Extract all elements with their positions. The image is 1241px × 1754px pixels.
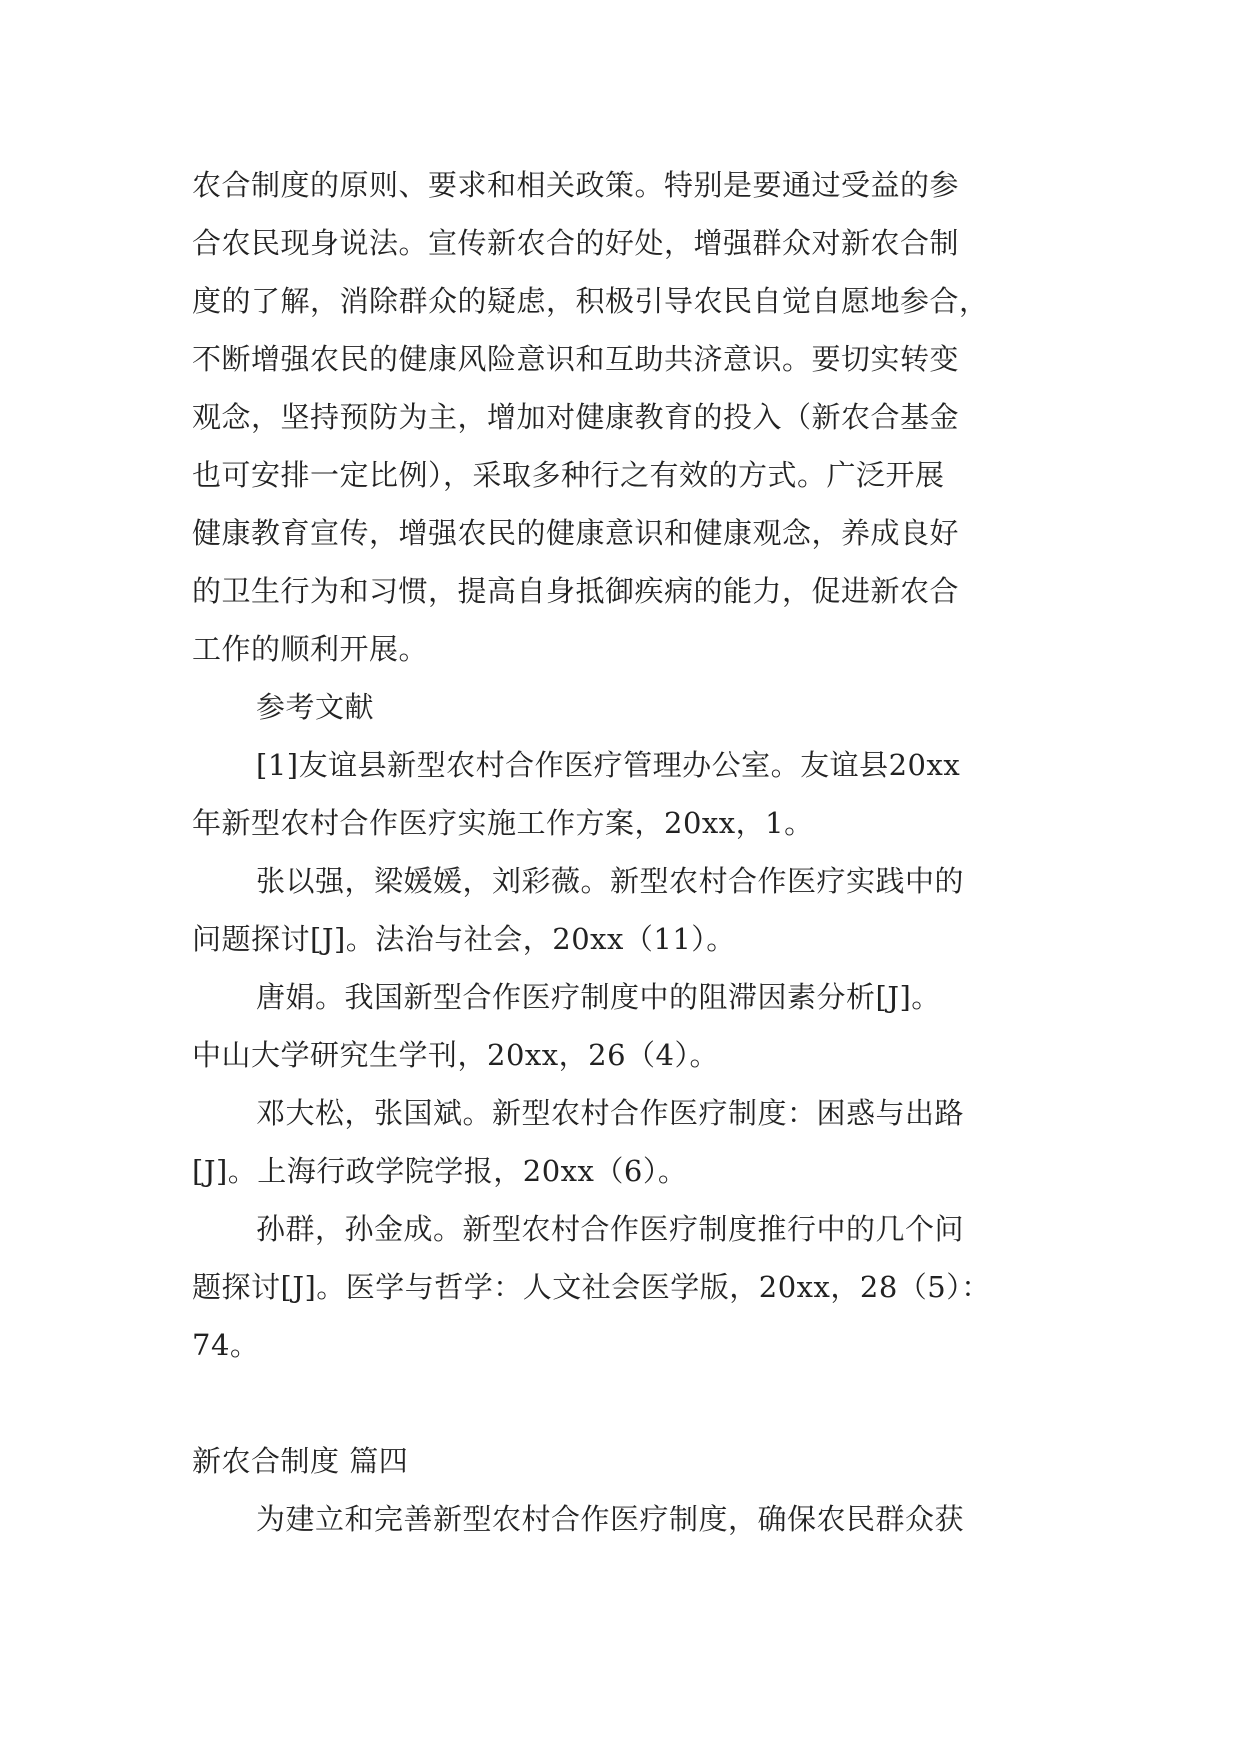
- paragraph-line: 度的了解，消除群众的疑虑，积极引导农民自觉自愿地参合，: [192, 284, 989, 318]
- paragraph-line: 农合制度的原则、要求和相关政策。特别是要通过受益的参: [192, 168, 960, 202]
- reference-line: 问题探讨[J]。法治与社会，20xx（11）。: [192, 922, 736, 956]
- paragraph-line: 合农民现身说法。宣传新农合的好处，增强群众对新农合制: [192, 226, 960, 260]
- reference-line: [J]。上海行政学院学报，20xx（6）。: [192, 1154, 688, 1188]
- reference-line: 孙群，孙金成。新型农村合作医疗制度推行中的几个问: [256, 1212, 965, 1246]
- reference-line: 张以强，梁媛媛，刘彩薇。新型农村合作医疗实践中的: [256, 864, 965, 898]
- paragraph-line: 不断增强农民的健康风险意识和互助共济意识。要切实转变: [192, 342, 960, 376]
- reference-line: 题探讨[J]。医学与哲学：人文社会医学版，20xx，28（5）：: [192, 1270, 991, 1304]
- reference-line: [1]友谊县新型农村合作医疗管理办公室。友谊县20xx: [256, 748, 961, 782]
- references-title: 参考文献: [256, 690, 375, 724]
- paragraph-line: 健康教育宣传，增强农民的健康意识和健康观念，养成良好: [192, 516, 960, 550]
- paragraph-line: 为建立和完善新型农村合作医疗制度，确保农民群众获: [256, 1502, 965, 1536]
- paragraph-line: 也可安排一定比例），采取多种行之有效的方式。广泛开展: [192, 458, 945, 492]
- reference-line: 唐娟。我国新型合作医疗制度中的阻滞因素分析[J]。: [256, 980, 941, 1014]
- paragraph-line: 的卫生行为和习惯，提高自身抵御疾病的能力，促进新农合: [192, 574, 960, 608]
- section-heading: 新农合制度 篇四: [192, 1444, 409, 1478]
- paragraph-line: 工作的顺利开展。: [192, 632, 429, 666]
- paragraph-line: 观念，坚持预防为主，增加对健康教育的投入（新农合基金: [192, 400, 960, 434]
- reference-line: 中山大学研究生学刊，20xx，26（4）。: [192, 1038, 719, 1072]
- reference-line: 74。: [192, 1328, 260, 1362]
- reference-line: 年新型农村合作医疗实施工作方案，20xx，1。: [192, 806, 814, 840]
- reference-line: 邓大松，张国斌。新型农村合作医疗制度：困惑与出路: [256, 1096, 965, 1130]
